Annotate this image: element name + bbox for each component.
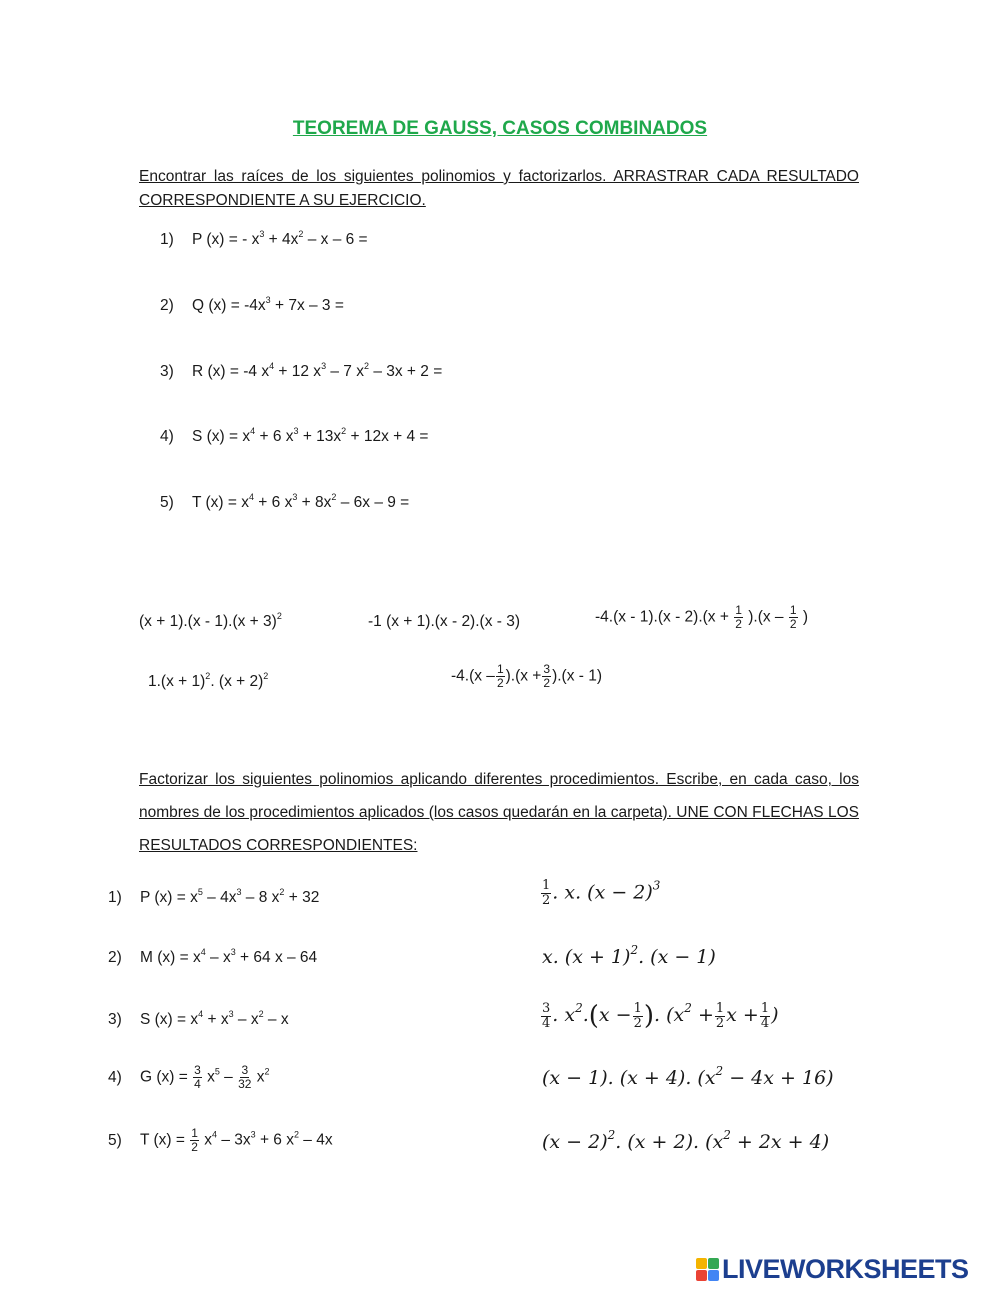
exp: 3 [321, 361, 327, 371]
exp: 4 [248, 492, 254, 502]
expr: − 4x + 16) [723, 1067, 834, 1089]
fraction [789, 604, 798, 631]
match-result-3[interactable] [540, 1001, 779, 1031]
exp: 2 [715, 1064, 724, 1078]
fraction [541, 1002, 551, 1031]
drag-result-5[interactable] [451, 663, 602, 690]
exercise-3 [160, 363, 442, 381]
factor-exercise-4 [108, 1064, 270, 1091]
exercise-number: 4) [160, 428, 174, 445]
exp: 2 [630, 943, 639, 957]
expr: . x. (x − 2) [552, 881, 653, 904]
exercise-number: 2) [160, 297, 174, 314]
numerator: 1 [191, 1126, 198, 1140]
expr: + 6 x [255, 428, 294, 445]
denominator: 2 [735, 617, 742, 631]
exp: 3 [236, 887, 242, 897]
expr: S (x) = x [140, 1011, 199, 1028]
exp: 4 [269, 361, 275, 371]
logo-block [708, 1270, 719, 1281]
numerator: 1 [735, 603, 742, 617]
denominator: 2 [789, 617, 797, 631]
expr: – [219, 1068, 233, 1086]
numerator: 1 [633, 1000, 642, 1016]
expr: – 6x – 9 = [336, 494, 410, 511]
exp: 3 [293, 426, 299, 436]
denominator: 4 [760, 1015, 770, 1031]
section1-instructions: Encontrar las raíces de los siguientes polinomios y factorizarlos. ARRASTRAR CADA RESULTADO CORRESPONDIENTE A SU EJERCICIO. [139, 168, 859, 209]
factor-exercise-3 [108, 1011, 289, 1029]
numerator: 1 [542, 878, 551, 893]
denominator: 4 [542, 1015, 551, 1031]
expr: ) [802, 608, 809, 626]
numerator: 1 [496, 662, 504, 676]
left-paren: ( [588, 1001, 599, 1031]
expr: ).(x - 1) [552, 667, 602, 685]
expr: M (x) = x [140, 949, 201, 966]
exercise-number: 5) [160, 494, 174, 511]
drag-result-4[interactable] [148, 673, 268, 691]
fraction [760, 1002, 770, 1031]
exp: 2 [341, 426, 347, 436]
expr: x [204, 1131, 212, 1149]
numerator: 3 [194, 1063, 201, 1077]
expr: ).(x – [748, 608, 784, 626]
liveworksheets-logo [696, 1254, 969, 1285]
exp: 2 [293, 1129, 299, 1140]
denominator: 2 [715, 1015, 725, 1031]
exercise-number: 5) [108, 1131, 122, 1149]
expr: + 6 x [254, 494, 293, 511]
exp: 2 [258, 1009, 264, 1019]
fraction [542, 663, 551, 690]
expr: -4.(x - 1).(x - 2).(x + [595, 608, 729, 626]
fraction [734, 604, 743, 631]
fraction [496, 663, 505, 690]
fraction [541, 879, 551, 908]
expr: P (x) = - x [192, 231, 260, 248]
exp: 2 [607, 1128, 616, 1142]
logo-block [696, 1270, 707, 1281]
exp: 5 [214, 1066, 220, 1077]
exercise-4 [160, 428, 429, 446]
denominator: 2 [633, 1015, 642, 1031]
expr: + 7x – 3 = [270, 297, 344, 314]
expr: x + [726, 1004, 759, 1026]
exp: 3 [259, 229, 265, 239]
exp: 2 [723, 1128, 731, 1142]
exp: 3 [230, 947, 236, 957]
drag-result-1[interactable] [139, 613, 282, 631]
factor-exercise-1 [108, 889, 319, 907]
fraction [193, 1064, 202, 1091]
denominator: 2 [496, 676, 504, 690]
fraction [238, 1064, 251, 1091]
expr: – x [205, 949, 231, 966]
numerator: 3 [542, 1000, 551, 1016]
expr: – 3x + 2 = [369, 363, 443, 380]
section2-instructions: Factorizar los siguientes polinomios aplicando diferentes procedimientos. Escribe, en cada caso, los nombres de los procedimientos aplicados (los casos quedarán en la carpeta). UNE CON FLECHAS LOS RESULTADOS CORRESPONDIENTES: [139, 771, 859, 854]
exercise-number: 3) [108, 1011, 122, 1028]
exp: 4 [250, 426, 256, 436]
expr: ).(x + [505, 667, 542, 685]
expr: + 4x [264, 231, 299, 248]
exercise-number: 4) [108, 1068, 122, 1086]
exp: 4 [212, 1129, 218, 1140]
expr: (x + 1).(x - 1).(x + 3) [139, 613, 277, 630]
expr: – 7 x [326, 363, 364, 380]
exp: 2 [684, 1001, 692, 1015]
exp: 2 [279, 887, 285, 897]
expr: – 4x [202, 889, 237, 906]
expr: – x [263, 1011, 289, 1028]
exp: 4 [198, 1009, 204, 1019]
exp: 3 [652, 878, 661, 893]
factor-exercise-2 [108, 949, 317, 967]
logo-block [696, 1258, 707, 1269]
denominator: 32 [238, 1077, 252, 1091]
factor-exercise-5 [108, 1127, 333, 1154]
expr: – x [233, 1011, 259, 1028]
expr: -4.(x – [451, 667, 495, 685]
exp: 2 [575, 1001, 583, 1015]
drag-result-2[interactable] [368, 613, 520, 631]
match-result-4[interactable] [542, 1064, 834, 1089]
expr: + 6 x [255, 1131, 294, 1149]
drag-result-3[interactable] [595, 604, 808, 631]
logo-text: LIVEWORKSHEETS [722, 1254, 969, 1284]
expr: . (x + 2) [210, 673, 264, 690]
expr: 1.(x + 1) [148, 673, 206, 690]
denominator: 4 [194, 1077, 201, 1091]
exercise-number: 3) [160, 363, 174, 380]
expr: R (x) = -4 x [192, 363, 270, 380]
expr: S (x) = x [192, 428, 251, 445]
exp: 2 [264, 1066, 270, 1077]
expr: (x − 2) [542, 1131, 608, 1153]
expr: + 13x [298, 428, 342, 445]
match-result-1[interactable] [540, 879, 660, 908]
exp: 3 [292, 492, 298, 502]
expr: (x − 1). (x + 4). (x [542, 1067, 716, 1089]
expr: + 32 [284, 889, 320, 906]
expr: + 8x [297, 494, 332, 511]
exp: 3 [228, 1009, 234, 1019]
expr: – 3x [217, 1131, 251, 1149]
exercise-2 [160, 297, 344, 315]
expr: . (x − 1) [638, 946, 716, 968]
exp: 2 [331, 492, 337, 502]
exp: 2 [205, 671, 211, 681]
exercise-1 [160, 231, 368, 249]
expr: – x – 6 = [303, 231, 368, 248]
exercise-number: 1) [108, 889, 122, 906]
expr: x [207, 1068, 215, 1086]
expr: . [582, 1004, 589, 1026]
expr: . x [552, 1004, 576, 1026]
page-title: TEOREMA DE GAUSS, CASOS COMBINADOS [292, 118, 708, 139]
expr: x [256, 1068, 265, 1086]
expr: T (x) = x [192, 494, 249, 511]
logo-blocks-icon [696, 1258, 719, 1281]
expr: P (x) = x [140, 889, 198, 906]
exp: 2 [298, 229, 304, 239]
exp: 4 [200, 947, 206, 957]
expr: T (x) = [140, 1131, 185, 1149]
denominator: 2 [542, 893, 551, 908]
expr: . (x + 2). (x [615, 1131, 724, 1153]
expr: + x [203, 1011, 229, 1028]
expr: x − [598, 1004, 632, 1026]
exercise-number: 2) [108, 949, 122, 966]
expr: -1 (x + 1).(x - 2).(x - 3) [368, 613, 520, 630]
numerator: 1 [760, 1000, 770, 1016]
exp: 2 [276, 611, 282, 621]
expr: . (x [654, 1004, 685, 1026]
exp: 5 [197, 887, 203, 897]
expr: + 64 x – 64 [235, 949, 318, 966]
exp: 2 [263, 671, 269, 681]
expr: Q (x) = -4x [192, 297, 266, 314]
expr: G (x) = [140, 1068, 188, 1086]
expr: – 4x [299, 1131, 333, 1149]
denominator: 2 [191, 1140, 198, 1154]
denominator: 2 [543, 676, 551, 690]
fraction [633, 1002, 643, 1031]
numerator: 1 [715, 1000, 725, 1016]
exp: 3 [250, 1129, 256, 1140]
numerator: 3 [241, 1063, 249, 1077]
fraction [715, 1002, 725, 1031]
numerator: 1 [789, 603, 797, 617]
expr: x. (x + 1) [542, 946, 631, 968]
logo-block [708, 1258, 719, 1269]
right-paren: ) [643, 1001, 655, 1031]
match-result-5[interactable] [542, 1128, 830, 1153]
exp: 2 [364, 361, 370, 371]
expr: – 8 x [241, 889, 280, 906]
expr: + [691, 1004, 714, 1026]
exercise-number: 1) [160, 231, 174, 248]
exercise-5 [160, 494, 409, 512]
expr: + 2x + 4) [730, 1131, 830, 1153]
expr: ) [771, 1004, 779, 1026]
match-result-2[interactable] [542, 943, 716, 968]
fraction [190, 1127, 199, 1154]
expr: + 12 x [274, 363, 322, 380]
exp: 3 [265, 295, 271, 305]
expr: + 12x + 4 = [346, 428, 429, 445]
numerator: 3 [543, 662, 551, 676]
